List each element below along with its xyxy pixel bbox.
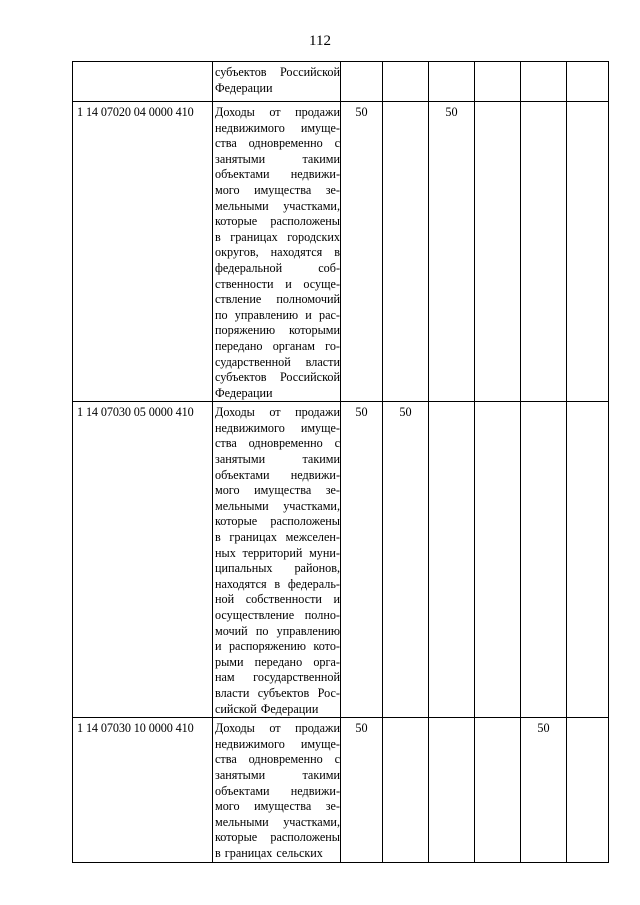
description-line: мого имущества зе- bbox=[215, 182, 340, 197]
description-line: рыми передано орга- bbox=[215, 654, 340, 669]
amount-cell-1: 50 bbox=[341, 402, 383, 718]
amount-cell-5 bbox=[521, 102, 567, 402]
description-line: Доходы от продажи bbox=[215, 721, 340, 736]
description-line: осуществление полно- bbox=[215, 608, 340, 622]
description-line: Федерации bbox=[215, 80, 273, 95]
description-line: мого имущества зе- bbox=[215, 483, 340, 498]
description-line: по управлению и рас- bbox=[215, 307, 340, 322]
table-row bbox=[73, 102, 609, 402]
description-line: федеральной соб- bbox=[215, 260, 340, 275]
amount-cell-4 bbox=[475, 62, 521, 102]
amount-cell-2 bbox=[383, 62, 429, 102]
description-line: ственности и осуще- bbox=[215, 276, 340, 291]
income-code: 1 14 07030 10 0000 410 bbox=[73, 718, 213, 862]
description-line: в границах городских bbox=[215, 229, 340, 244]
description-line: недвижимого имуще- bbox=[215, 420, 340, 435]
description-line: в границах сельских bbox=[215, 845, 323, 860]
amount-cell-6 bbox=[567, 402, 609, 718]
income-description bbox=[213, 402, 341, 718]
description-line: субъектов Российской bbox=[215, 65, 340, 79]
amount-cell-5 bbox=[521, 402, 567, 718]
income-description bbox=[213, 62, 341, 102]
amount-cell-2 bbox=[383, 102, 429, 402]
description-line: ства одновременно с bbox=[215, 136, 340, 151]
description-line: ства одновременно с bbox=[215, 436, 340, 451]
description-line: передано органам го- bbox=[215, 338, 340, 353]
amount-cell-3 bbox=[429, 62, 475, 102]
description-line: недвижимого имуще- bbox=[215, 120, 340, 135]
description-line: недвижимого имуще- bbox=[215, 736, 340, 751]
description-line: мельными участками, bbox=[215, 498, 340, 513]
description-line: которые расположены bbox=[215, 830, 340, 845]
amount-cell-2: 50 bbox=[383, 402, 429, 718]
income-description bbox=[213, 102, 341, 402]
amount-cell-5 bbox=[521, 62, 567, 102]
amount-cell-4 bbox=[475, 102, 521, 402]
page-number: 112 bbox=[309, 33, 331, 49]
amount-cell-1: 50 bbox=[341, 718, 383, 862]
description-line: занятыми такими bbox=[215, 151, 340, 166]
description-line: власти субъектов Рос- bbox=[215, 685, 340, 700]
amount-cell-2 bbox=[383, 718, 429, 862]
description-line: находятся в федераль- bbox=[215, 576, 340, 591]
amount-cell-3 bbox=[429, 718, 475, 862]
description-line: ципальных районов, bbox=[215, 561, 340, 576]
description-line: сударственной власти bbox=[215, 354, 340, 369]
amount-cell-6 bbox=[567, 62, 609, 102]
amount-cell-4 bbox=[475, 402, 521, 718]
amount-cell-3 bbox=[429, 402, 475, 718]
budget-table bbox=[72, 61, 609, 863]
amount-cell-6 bbox=[567, 718, 609, 862]
table-row bbox=[73, 402, 609, 718]
description-line: которые расположены bbox=[215, 514, 340, 529]
description-line: ствление полномочий bbox=[215, 292, 340, 307]
description-line: Федерации bbox=[215, 385, 273, 400]
amount-cell-1 bbox=[341, 62, 383, 102]
description-line: и распоряжению кото- bbox=[215, 639, 340, 654]
description-line: мельными участками, bbox=[215, 814, 340, 829]
description-line: субъектов Российской bbox=[215, 370, 340, 385]
description-line: мельными участками, bbox=[215, 198, 340, 213]
description-line: которые расположены bbox=[215, 214, 340, 229]
description-line: нам государственной bbox=[215, 670, 340, 685]
income-description bbox=[213, 718, 341, 862]
amount-cell-4 bbox=[475, 718, 521, 862]
amount-cell-6 bbox=[567, 102, 609, 402]
description-line: занятыми такими bbox=[215, 452, 340, 467]
description-line: мочий по управлению bbox=[215, 623, 340, 638]
income-code bbox=[73, 62, 213, 102]
description-line: сийской Федерации bbox=[215, 701, 319, 716]
description-line: объектами недвижи- bbox=[215, 467, 340, 482]
income-code: 1 14 07020 04 0000 410 bbox=[73, 102, 213, 402]
description-line: объектами недвижи- bbox=[215, 167, 340, 182]
table-row bbox=[73, 718, 609, 862]
description-line: ных территорий муни- bbox=[215, 545, 340, 560]
description-line: объектами недвижи- bbox=[215, 783, 340, 798]
amount-cell-3: 50 bbox=[429, 102, 475, 402]
description-line: Доходы от продажи bbox=[215, 405, 340, 420]
description-line: занятыми такими bbox=[215, 767, 340, 782]
description-line: ства одновременно с bbox=[215, 752, 340, 767]
amount-cell-1: 50 bbox=[341, 102, 383, 402]
description-line: округов, находятся в bbox=[215, 245, 340, 260]
amount-cell-5: 50 bbox=[521, 718, 567, 862]
description-line: ной собственности и bbox=[215, 592, 340, 607]
description-line: Доходы от продажи bbox=[215, 105, 340, 119]
table-row bbox=[73, 62, 609, 102]
income-code: 1 14 07030 05 0000 410 bbox=[73, 402, 213, 718]
description-line: поряжению которыми bbox=[215, 323, 340, 338]
description-line: в границах межселен- bbox=[215, 530, 340, 545]
description-line: мого имущества зе- bbox=[215, 799, 340, 814]
